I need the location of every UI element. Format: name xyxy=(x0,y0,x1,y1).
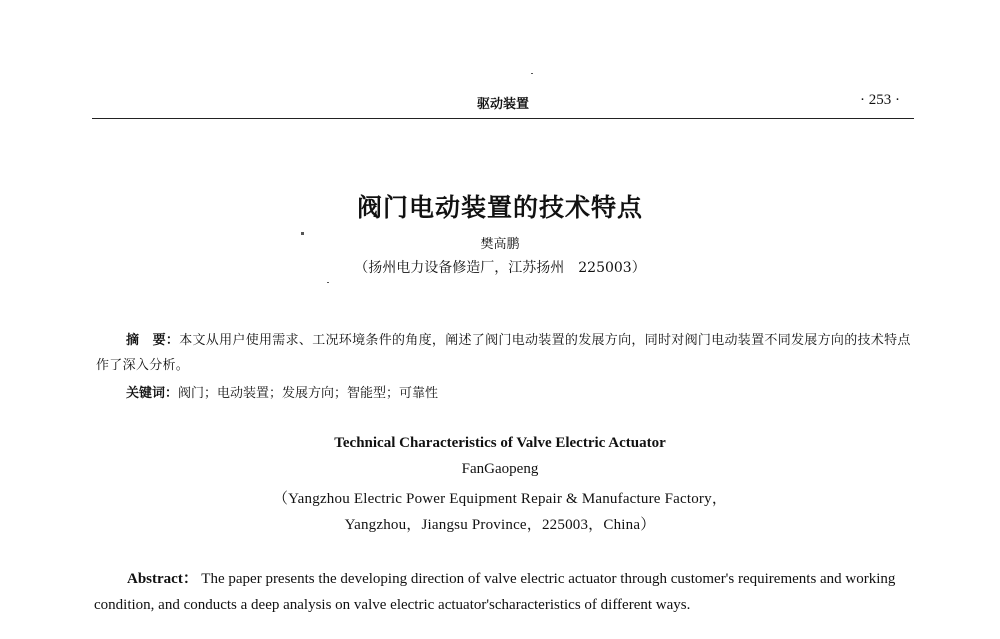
abstract-label-cn: 摘 要： xyxy=(126,333,180,348)
keywords-text-cn: 阀门；电动装置；发展方向；智能型；可靠性 xyxy=(178,386,439,401)
abstract-text-en: The paper presents the developing direction of valve electric actuator through customer's requirements and working condition, and conducts a deep analysis on valve electric actuator'scharacteristics of different ways. xyxy=(94,571,896,613)
running-header xyxy=(92,88,914,119)
page-number: · 253 · xyxy=(860,92,900,108)
affiliation-en-line2: Yangzhou，Jiangsu Province，225003，China） xyxy=(344,517,656,533)
affiliation-cn: （扬州电力设备修造厂，江苏扬州 225003） xyxy=(354,260,646,276)
paper-title-en: Technical Characteristics of Valve Electric Actuator xyxy=(334,435,666,451)
author-cn: 樊高鹏 xyxy=(480,237,520,252)
keywords-label-cn: 关键词： xyxy=(126,386,179,401)
scan-speck xyxy=(531,73,533,74)
scan-speck xyxy=(301,232,304,235)
running-header-section: 驱动装置 xyxy=(476,97,529,112)
scan-speck xyxy=(327,282,329,283)
abstract-en xyxy=(94,566,916,618)
abstract-text-cn: 本文从用户使用需求、工况环境条件的角度，阐述了阀门电动装置的发展方向，同时对阀门电动装置不同发展方向的技术特点作了深入分析。 xyxy=(96,333,911,373)
affiliation-en-line1: （Yangzhou Electric Power Equipment Repair & Manufacture Factory， xyxy=(272,491,728,507)
abstract-label-en: Abstract： xyxy=(127,571,198,587)
paper-title-cn: 阀门电动装置的技术特点 xyxy=(356,193,643,222)
author-en: FanGaopeng xyxy=(461,461,539,477)
abstract-cn xyxy=(96,328,916,378)
keywords-cn xyxy=(126,382,438,401)
